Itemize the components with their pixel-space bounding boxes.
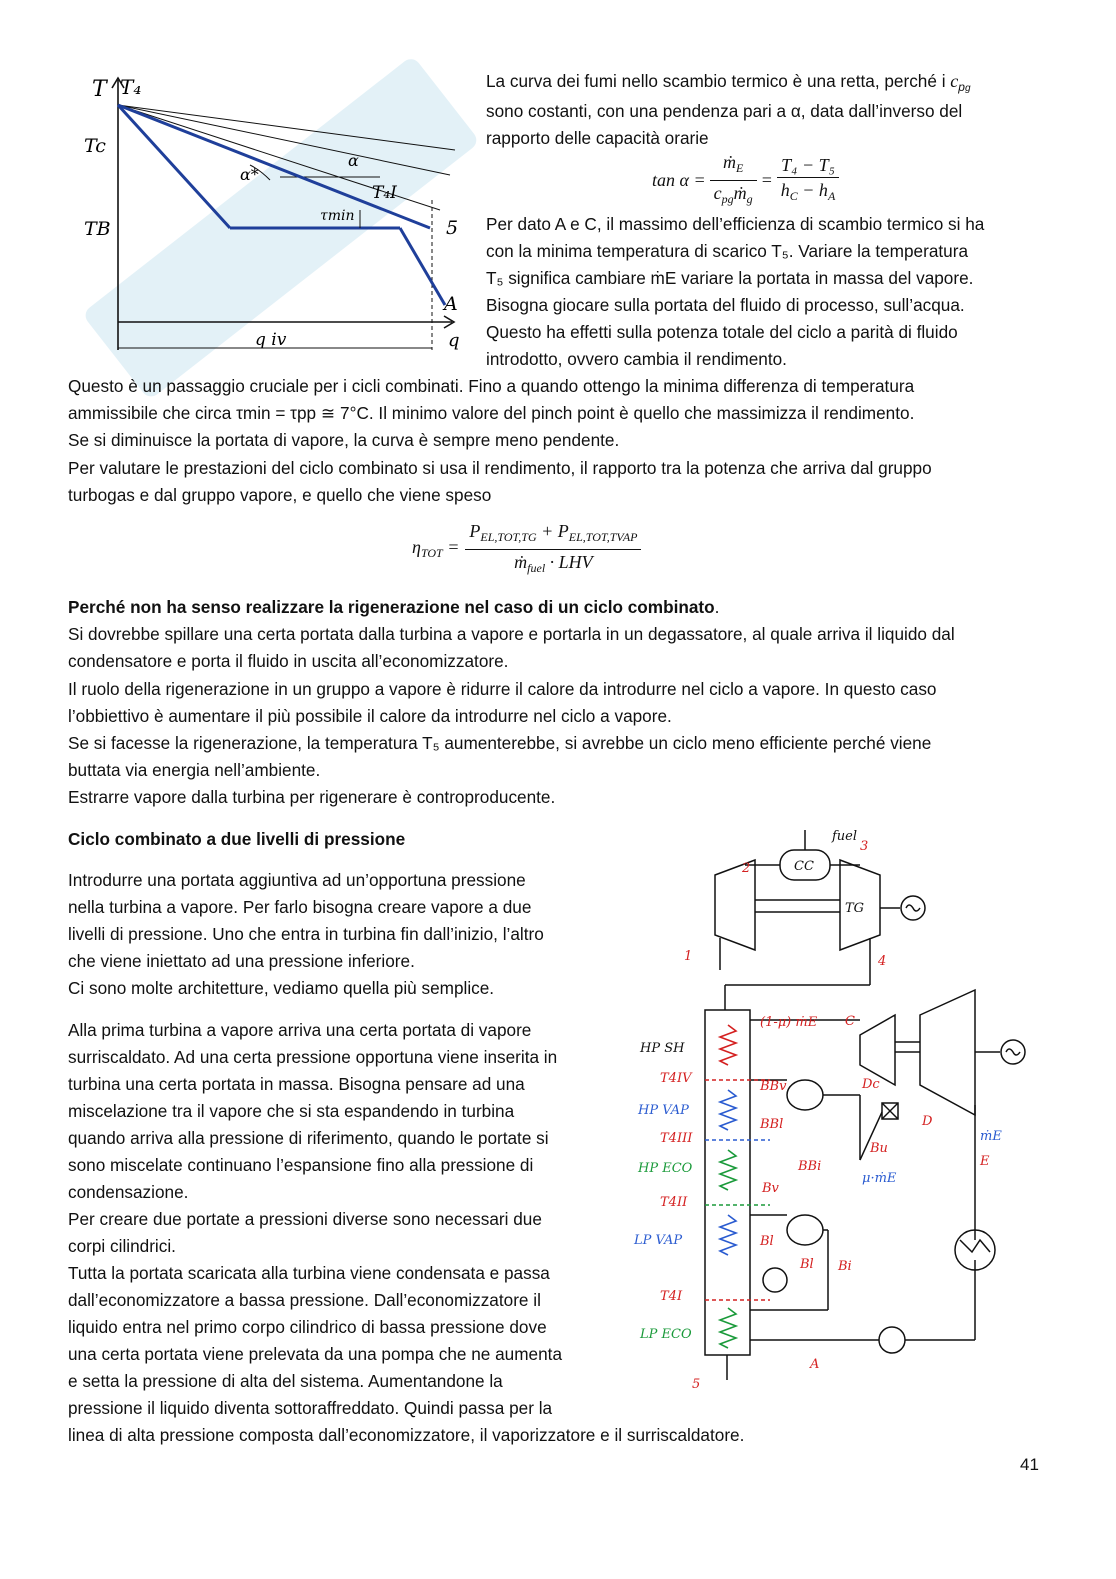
p6-line-3: livelli di pressione. Uno che entra in turbina fin dall’inizio, l’altro — [68, 924, 544, 944]
label-bl: Bl — [760, 1234, 774, 1249]
label-bi: Bi — [838, 1259, 852, 1274]
label-bv: Bv — [762, 1181, 779, 1196]
p3-line-2: ammissibile che circa τmin = τpp ≅ 7°C. Il minimo valore del pinch point è quello che massimizza il rendimento. — [68, 403, 915, 423]
label-a: A — [810, 1357, 820, 1372]
label-tg: TG — [845, 901, 865, 916]
temperature-diagram — [80, 70, 470, 360]
label-2: 2 — [742, 861, 751, 876]
label-t4i: T4I — [660, 1289, 683, 1304]
p5-line-7: Estrarre vapore dalla turbina per rigenerare è controproducente. — [68, 787, 556, 807]
label-bbi: BBi — [798, 1159, 822, 1174]
page-number: 41 — [1020, 1455, 1039, 1474]
heading-regeneration: Perché non ha senso realizzare la rigenerazione nel caso di un ciclo combinato. — [68, 597, 720, 617]
p7-line-3: turbina una certa portata in massa. Bisogna pensare ad una — [68, 1074, 525, 1094]
p9-line-3: liquido entra nel primo corpo cilindrico di bassa pressione dove — [68, 1317, 547, 1337]
label-fuel: fuel — [832, 829, 858, 844]
graph-label-t: T — [92, 77, 107, 102]
heading-two-pressure: Ciclo combinato a due livelli di pressione — [68, 829, 406, 849]
p5-line-1: Si dovrebbe spillare una certa portata dalla turbina a vapore e portarla in un degassatore, al quale arriva il liquido dal — [68, 624, 955, 644]
p2-line-5: Questo ha effetti sulla potenza totale del ciclo a parità di fluido — [486, 322, 958, 342]
label-c: C — [845, 1014, 855, 1029]
intro-line-1: La curva dei fumi nello scambio termico è una retta, perché i $c_{pg}$ — [486, 71, 971, 94]
label-me: ṁE — [980, 1129, 1002, 1144]
graph-label-tb: TB — [84, 218, 111, 240]
label-hp-vap: HP VAP — [638, 1103, 689, 1118]
plant-diagram — [620, 820, 1060, 1400]
graph-label-q: q — [448, 330, 460, 351]
p5-line-3: Il ruolo della rigenerazione in un gruppo a vapore è ridurre il calore da introdurre nel ciclo a vapore. In questo caso — [68, 679, 937, 699]
intro-line-3: rapporto delle capacità orarie — [486, 128, 709, 148]
label-mu-flow: μ·ṁE — [862, 1171, 897, 1186]
p9-line-1: Tutta la portata scaricata alla turbina viene condensata e passa — [68, 1263, 550, 1283]
p7-line-6: sono miscelate continuano l’espansione fino alla pressione di — [68, 1155, 534, 1175]
label-d: D — [922, 1114, 933, 1129]
label-hp-sh: HP SH — [640, 1041, 685, 1056]
p5-line-5: Se si facesse la rigenerazione, la temperatura T₅ aumenterebbe, si avrebbe un ciclo meno efficiente perché viene — [68, 733, 932, 753]
label-3: 3 — [860, 839, 869, 854]
p9-line-7: linea di alta pressione composta dall’economizzatore, il vaporizzatore e il surriscaldatore. — [68, 1425, 745, 1445]
p5-line-2: condensatore e porta il fluido in uscita all’economizzatore. — [68, 651, 509, 671]
p6-line-4: che viene iniettato ad una pressione inferiore. — [68, 951, 415, 971]
graph-label-alpha-star: α* — [240, 165, 259, 184]
label-bu: Bu — [870, 1141, 888, 1156]
label-4: 4 — [878, 954, 887, 969]
p3-line-1: Questo è un passaggio cruciale per i cicli combinati. Fino a quando ottengo la minima differenza di temperatura — [68, 376, 915, 396]
label-1: 1 — [684, 949, 693, 964]
graph-label-alpha: α — [348, 151, 359, 170]
label-t4ii: T4II — [660, 1195, 688, 1210]
p9-line-2: dall’economizzatore a bassa pressione. Dall’economizzatore il — [68, 1290, 541, 1310]
graph-label-t4i: T₄I — [372, 183, 397, 203]
label-cc: CC — [794, 859, 814, 874]
tan-alpha-equation: tan α = $\frac{ṁ_E}{c_{pg}ṁ_g}$ = $\frac{\text{T₄ − T₅}}{h_C - h_A}$ — [652, 152, 839, 208]
p7-line-1: Alla prima turbina a vapore arriva una certa portata di vapore — [68, 1020, 532, 1040]
label-t4iii: T4III — [660, 1131, 693, 1146]
p2-line-2: con la minima temperatura di scarico T₅. Variare la temperatura — [486, 241, 969, 261]
p2-line-4: Bisogna giocare sulla portata del fluido di processo, sull’acqua. — [486, 295, 965, 315]
label-flow-1-mu: (1-μ) ṁE — [760, 1015, 818, 1030]
p2-line-6: introdotto, ovvero cambia il rendimento. — [486, 349, 787, 369]
p4-line-2: turbogas e dal gruppo vapore, e quello che viene speso — [68, 485, 492, 505]
label-hp-eco: HP ECO — [638, 1161, 693, 1176]
label-t4iv: T4IV — [660, 1071, 692, 1086]
p5-line-6: buttata via energia nell’ambiente. — [68, 760, 321, 780]
p2-line-3: T₅ significa cambiare ṁE variare la portata in massa del vapore. — [486, 268, 974, 288]
graph-label-t4: T₄ — [120, 75, 142, 99]
p9-line-6: pressione il liquido diventa sottoraffreddato. Quindi passa per la — [68, 1398, 553, 1418]
intro-line-2: sono costanti, con una pendenza pari a α, data dall’inverso del — [486, 101, 963, 121]
p9-line-5: e setta la pressione di alta del sistema. Aumentandone la — [68, 1371, 503, 1391]
graph-label-tmin: τmin — [320, 208, 355, 224]
label-bbv: BBv — [760, 1079, 787, 1094]
label-lp-vap: LP VAP — [634, 1233, 683, 1248]
eta-equation: $\eta_{TOT}$ = $\frac{P_{EL,TOT,TG} + P_{EL,TOT,TVAP}}{ṁ_{fuel} \cdot LHV}$ — [412, 520, 641, 578]
graph-label-tc: Tc — [84, 135, 106, 157]
p3-line-3: Se si diminuisce la portata di vapore, la curva è sempre meno pendente. — [68, 430, 620, 450]
p7-line-4: miscelazione tra il vapore che si sta espandendo in turbina — [68, 1101, 515, 1121]
p6-line-2: nella turbina a vapore. Per farlo bisogna creare vapore a due — [68, 897, 532, 917]
p6-line-5: Ci sono molte architetture, vediamo quella più semplice. — [68, 978, 495, 998]
label-e: E — [980, 1154, 990, 1169]
p7-line-2: surriscaldato. Ad una certa pressione opportuna viene inserita in — [68, 1047, 558, 1067]
p2-line-1: Per dato A e C, il massimo dell’efficienza di scambio termico si ha — [486, 214, 985, 234]
graph-label-a: A — [444, 293, 458, 315]
label-5: 5 — [692, 1377, 701, 1392]
label-bl-2: Bl — [800, 1257, 814, 1272]
label-lp-eco: LP ECO — [640, 1327, 692, 1342]
p8-line-2: corpi cilindrici. — [68, 1236, 176, 1256]
p6-line-1: Introdurre una portata aggiuntiva ad un’opportuna pressione — [68, 870, 526, 890]
p5-line-4: l’obbiettivo è aumentare il più possibile il calore da introdurre nel ciclo a vapore. — [68, 706, 672, 726]
label-dc: Dc — [862, 1077, 880, 1092]
p8-line-1: Per creare due portate a pressioni diverse sono necessari due — [68, 1209, 542, 1229]
p4-line-1: Per valutare le prestazioni del ciclo combinato si usa il rendimento, il rapporto tra la potenza che arriva dal gruppo — [68, 458, 932, 478]
graph-label-5: 5 — [446, 217, 459, 239]
graph-label-qiv: q iv — [255, 330, 287, 350]
p7-line-5: quando arriva alla pressione di riferimento, quando le portate si — [68, 1128, 549, 1148]
p7-line-7: condensazione. — [68, 1182, 189, 1202]
p9-line-4: una certa portata viene prelevata da una pompa che ne aumenta — [68, 1344, 563, 1364]
label-bbl: BBl — [760, 1117, 784, 1132]
